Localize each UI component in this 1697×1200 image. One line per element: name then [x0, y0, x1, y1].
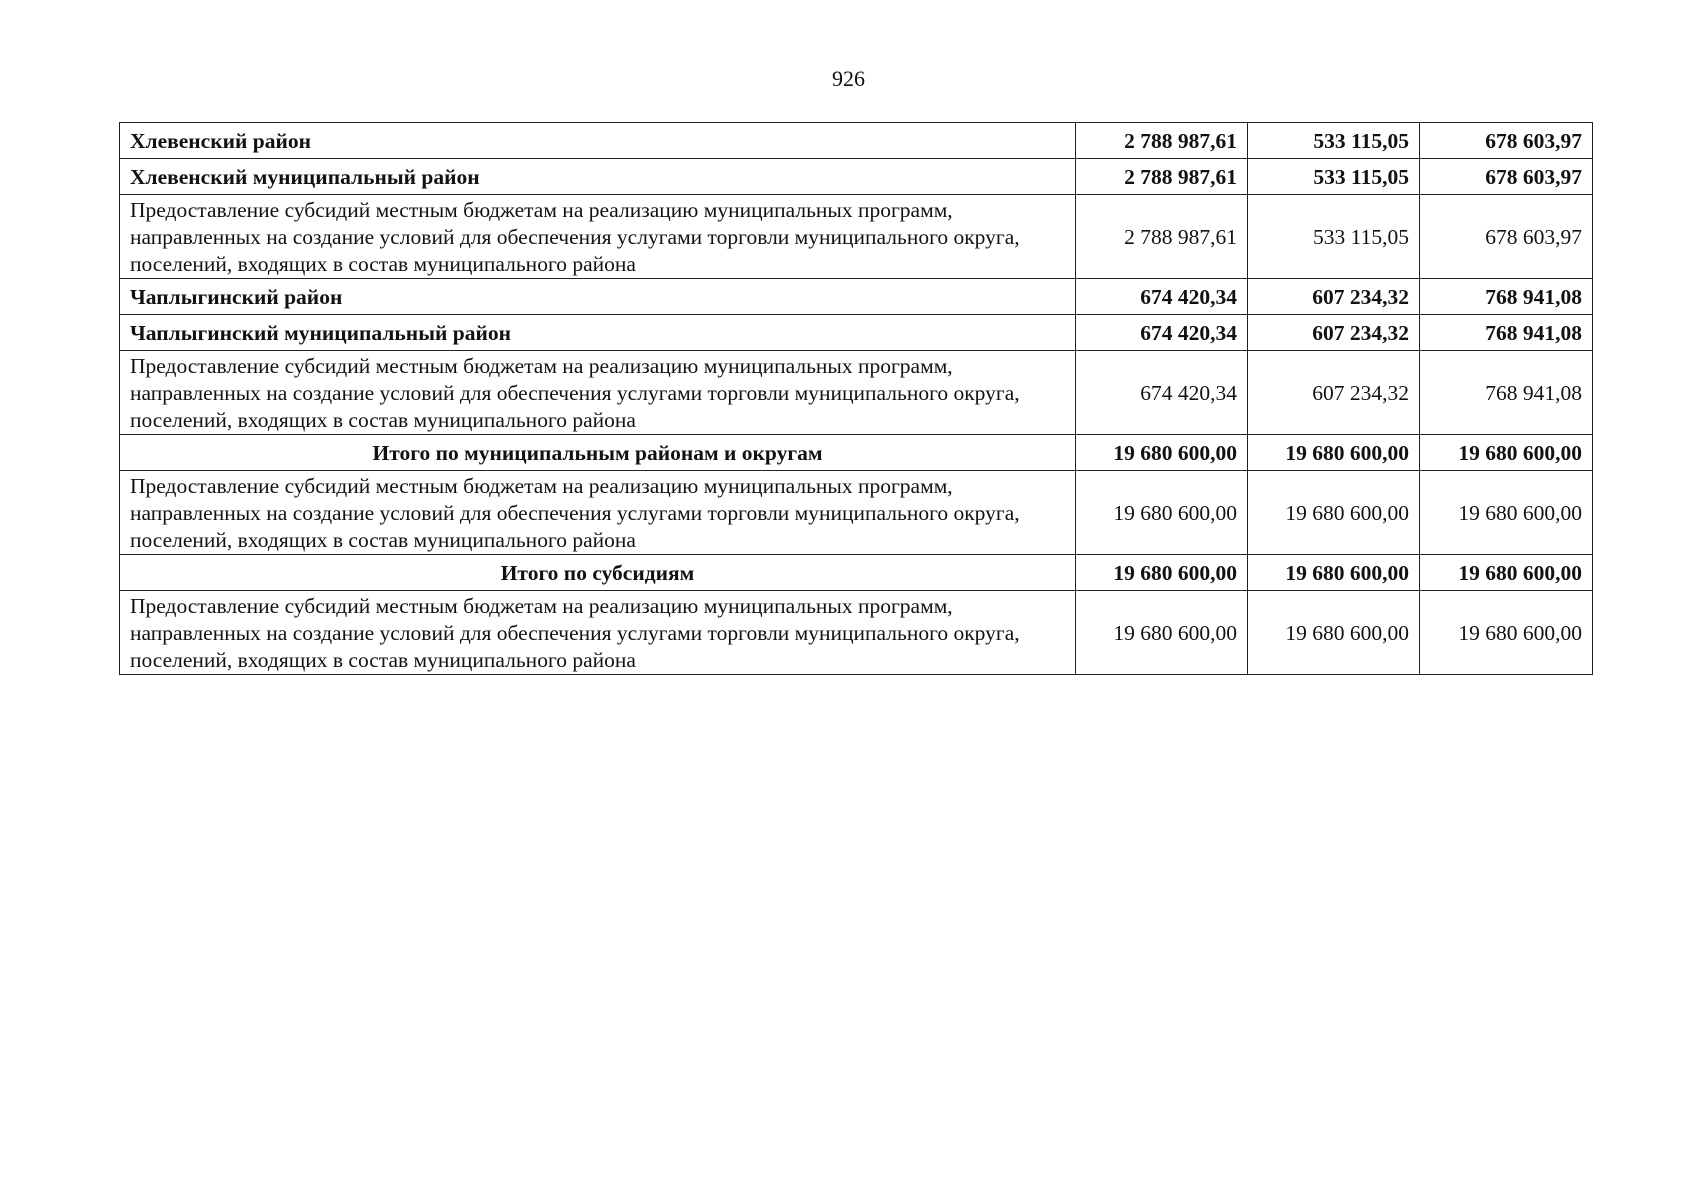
table-row-district-header	[120, 123, 1593, 159]
row-value-3: 19 680 600,00	[1420, 591, 1593, 675]
row-name: Хлевенский муниципальный район	[120, 159, 1076, 195]
row-value-3: 19 680 600,00	[1420, 555, 1593, 591]
row-value-1: 19 680 600,00	[1076, 591, 1248, 675]
row-value-3: 19 680 600,00	[1420, 435, 1593, 471]
row-value-3: 768 941,08	[1420, 351, 1593, 435]
row-name: Итого по субсидиям	[120, 555, 1076, 591]
row-value-1: 674 420,34	[1076, 351, 1248, 435]
row-value-2: 19 680 600,00	[1248, 471, 1420, 555]
row-value-1: 2 788 987,61	[1076, 159, 1248, 195]
row-value-2: 19 680 600,00	[1248, 591, 1420, 675]
row-value-1: 19 680 600,00	[1076, 555, 1248, 591]
row-value-1: 19 680 600,00	[1076, 471, 1248, 555]
row-value-2: 607 234,32	[1248, 279, 1420, 315]
table-row-total	[120, 435, 1593, 471]
row-value-2: 607 234,32	[1248, 351, 1420, 435]
row-name: Предоставление субсидий местным бюджетам на реализацию муниципальных программ, направленных на создание условий для обеспечения услугами торговли муниципального округа, поселений, входящих в состав муниципального района	[120, 195, 1076, 279]
row-value-2: 19 680 600,00	[1248, 555, 1420, 591]
table-row-municipal-district	[120, 315, 1593, 351]
row-value-3: 19 680 600,00	[1420, 471, 1593, 555]
row-name: Чаплыгинский район	[120, 279, 1076, 315]
table-row-municipal-district	[120, 159, 1593, 195]
row-value-3: 768 941,08	[1420, 315, 1593, 351]
row-name: Предоставление субсидий местным бюджетам на реализацию муниципальных программ, направленных на создание условий для обеспечения услугами торговли муниципального округа, поселений, входящих в состав муниципального района	[120, 351, 1076, 435]
row-value-1: 674 420,34	[1076, 279, 1248, 315]
row-value-3: 678 603,97	[1420, 159, 1593, 195]
row-name: Предоставление субсидий местным бюджетам на реализацию муниципальных программ, направленных на создание условий для обеспечения услугами торговли муниципального округа, поселений, входящих в состав муниципального района	[120, 591, 1076, 675]
row-value-1: 2 788 987,61	[1076, 195, 1248, 279]
row-value-1: 2 788 987,61	[1076, 123, 1248, 159]
row-value-2: 607 234,32	[1248, 315, 1420, 351]
row-value-1: 674 420,34	[1076, 315, 1248, 351]
row-value-3: 678 603,97	[1420, 195, 1593, 279]
row-value-2: 533 115,05	[1248, 159, 1420, 195]
table-row-subsidy-description	[120, 591, 1593, 675]
row-name: Итого по муниципальным районам и округам	[120, 435, 1076, 471]
row-value-3: 768 941,08	[1420, 279, 1593, 315]
page-number: 926	[832, 66, 865, 91]
table-row-district-header	[120, 279, 1593, 315]
budget-table	[119, 122, 1593, 675]
row-value-3: 678 603,97	[1420, 123, 1593, 159]
row-value-2: 533 115,05	[1248, 195, 1420, 279]
table-row-subsidy-description	[120, 351, 1593, 435]
row-name: Чаплыгинский муниципальный район	[120, 315, 1076, 351]
row-name: Предоставление субсидий местным бюджетам на реализацию муниципальных программ, направленных на создание условий для обеспечения услугами торговли муниципального округа, поселений, входящих в состав муниципального района	[120, 471, 1076, 555]
table-row-subsidy-description	[120, 471, 1593, 555]
row-name: Хлевенский район	[120, 123, 1076, 159]
row-value-2: 533 115,05	[1248, 123, 1420, 159]
row-value-2: 19 680 600,00	[1248, 435, 1420, 471]
table-row-total	[120, 555, 1593, 591]
row-value-1: 19 680 600,00	[1076, 435, 1248, 471]
table-row-subsidy-description	[120, 195, 1593, 279]
